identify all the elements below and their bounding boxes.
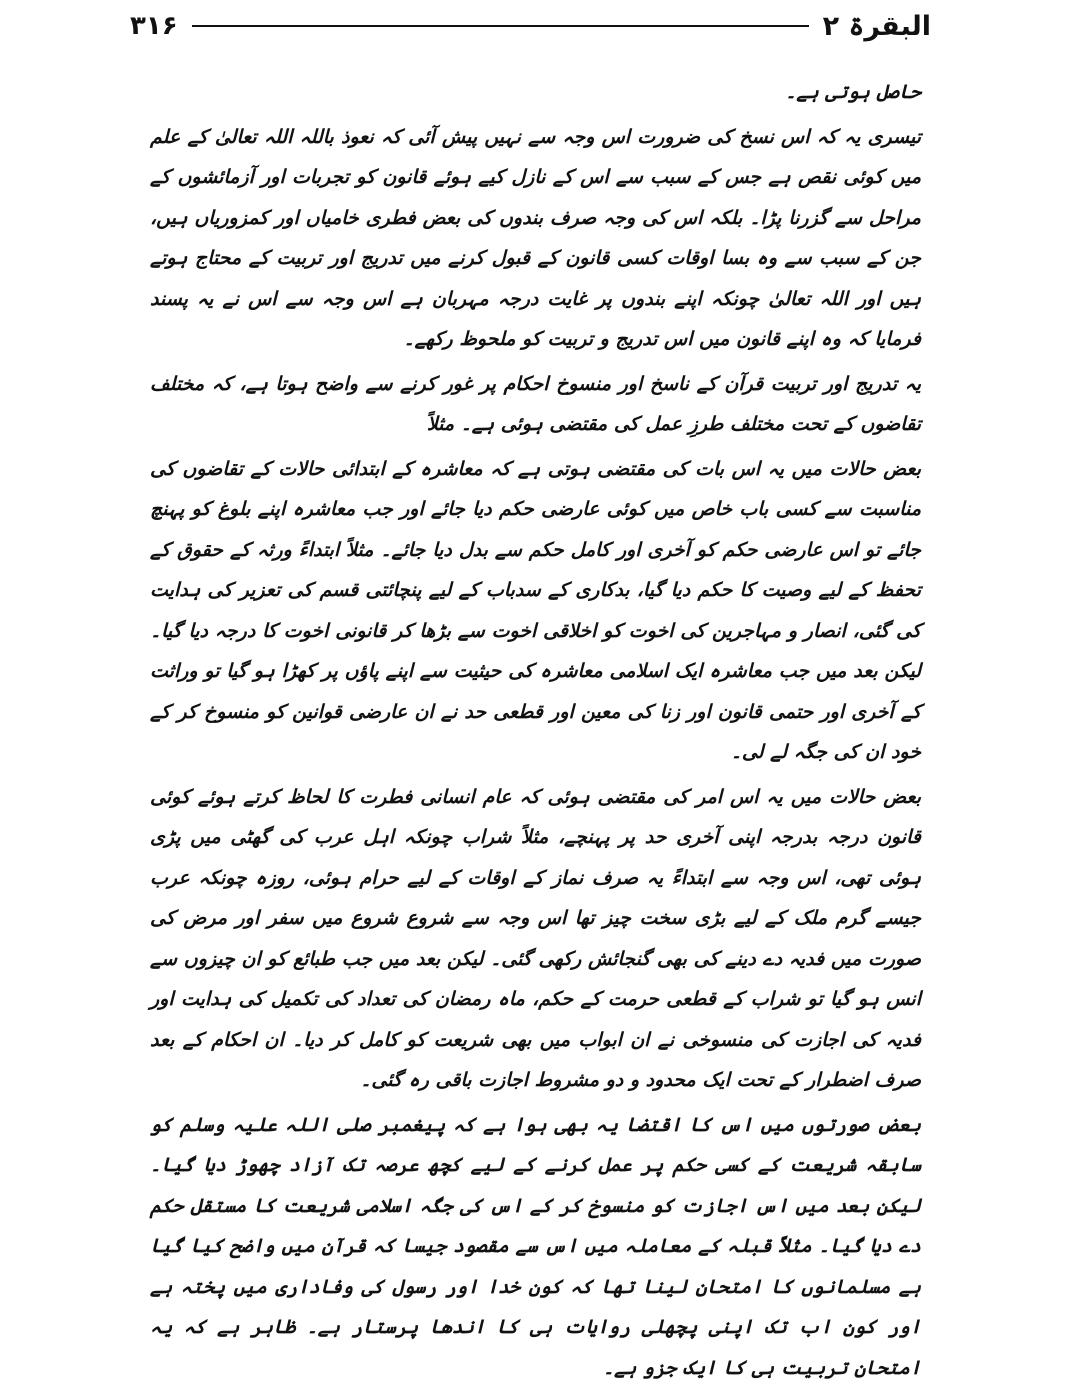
- paragraph-5: بعض حالات میں یہ اس امر کی مقتضی ہوئی کہ عام انسانی فطرت کا لحاظ کرتے ہوئے کوئی قانون درجہ بدرجہ اپنی آخری حد پر پہنچے، مثلاً شراب چونکہ اہل عرب کی گھٹی میں پڑی ہوئی تھی، اس وجہ سے ابتداءً یہ صرف نماز کے اوقات کے لیے حرام ہوئی، روزہ چونکہ عرب جیسے گرم ملک کے لیے بڑی سخت چیز تھا اس وجہ سے شروع شروع میں سفر اور مرض کی صورت میں فدیہ دے دینے کی بھی گنجائش رکھی گئی۔ لیکن بعد میں جب طبائع کو ان چیزوں سے انس ہو گیا تو شراب کے قطعی حرمت کے حکم، ماہ رمضان کی تعداد کی تکمیل کی ہدایت اور فدیہ کی اجازت کی منسوخی نے ان ابواب میں بھی شریعت کو کامل کر دیا۔ ان احکام کے بعد صرف اضطرار کے تحت ایک محدود و دو مشروط اجازت باقی رہ گئی۔: [150, 785, 921, 1091]
- header-rule: [192, 25, 809, 27]
- paragraph-3: یہ تدریج اور تربیت قرآن کے ناسخ اور منسوخ احکام پر غور کرنے سے واضح ہوتا ہے، کہ مختلف تقاضوں کے تحت مختلف طرزِ عمل کی مقتضی ہوئی ہے۔ مثلاً: [150, 372, 921, 435]
- paragraph-2: تیسری یہ کہ اس نسخ کی ضرورت اس وجہ سے نہیں پیش آئی کہ نعوذ باللہ اللہ تعالیٰ کے علم میں کوئی نقص ہے جس کے سبب سے اس کے نازل کیے ہوئے قانون کو تجربات اور آزمائشوں کے مراحل سے گزرنا پڑا۔ بلکہ اس کی وجہ صرف بندوں کی بعض فطری خامیاں اور کمزوریاں ہیں، جن کے سبب سے وہ بسا اوقات کسی قانون کے قبول کرنے میں تدریج اور تربیت کے محتاج ہوتے ہیں اور اللہ تعالیٰ چونکہ اپنے بندوں پر غایت درجہ مہربان ہے اس وجہ سے اس نے یہ پسند فرمایا کہ وہ اپنے قانون میں اس تدریج و تربیت کو ملحوظ رکھے۔: [150, 125, 921, 350]
- page-number: ۳۱۶: [130, 11, 178, 41]
- surah-title: البقرۃ ۲: [822, 10, 931, 42]
- paragraph-4: بعض حالات میں یہ اس بات کی مقتضی ہوتی ہے کہ معاشرہ کے ابتدائی حالات کے تقاضوں کی مناسبت سے کسی باب خاص میں کوئی عارضی حکم دیا جائے اور جب معاشرہ اپنے بلوغ کو پہنچ جائے تو اس عارضی حکم کو آخری اور کامل حکم سے بدل دیا جائے۔ مثلاً ابتداءً ورثہ کے حقوق کے تحفظ کے لیے وصیت کا حکم دیا گیا، بدکاری کے سدباب کے لیے پنچائتی قسم کی تعزیر کی ہدایت کی گئی، انصار و مہاجرین کی اخوت کو اخلاقی اخوت سے بڑھا کر قانونی اخوت کا درجہ دیا گیا۔ لیکن بعد میں جب معاشرہ ایک اسلامی معاشرہ کی حیثیت سے اپنے پاؤں پر کھڑا ہو گیا تو وراثت کے آخری اور حتمی قانون اور زنا کی معین اور قطعی حد نے ان عارضی قوانین کو منسوخ کر کے خود ان کی جگہ لے لی۔: [150, 457, 921, 763]
- page-header: [130, 6, 931, 46]
- paragraph-1: حاصل ہوتی ہے۔: [785, 81, 921, 103]
- paragraph-6: بعض صورتوں میں اس کا اقتضا یہ بھی ہوا ہے کہ پیغمبر صلی اللہ علیہ وسلم کو سابقہ شریعت کے کسی حکم پر عمل کرنے کے لیے کچھ عرصہ تک آزاد چھوڑ دیا گیا۔ لیکن بعد میں اس اجازت کو منسوخ کر کے اس کی جگہ اسلامی شریعت کا مستقل حکم دے دیا گیا۔ مثلاً قبلہ کے معاملہ میں اس سے مقصود جیسا کہ قرآن میں واضح کیا گیا ہے مسلمانوں کا امتحان لینا تھا کہ کون خدا اور رسول کی وفاداری میں پختہ ہے اور کون اب تک اپنی پچھلی روایات ہی کا اندھا پرستار ہے۔ ظاہر ہے کہ یہ امتحان تربیت ہی کا ایک جزو ہے۔: [150, 1113, 921, 1379]
- page-body: [150, 72, 921, 1392]
